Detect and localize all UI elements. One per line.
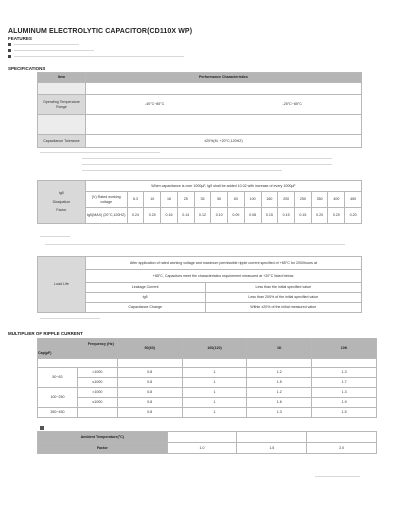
frequency-label: Frequency (Hz) [87,342,114,346]
dissipation-table [37,180,362,224]
dissipation-note: When capacitance is over 1000µF, tgδ shall be added 10.02 with increase of every 1000µF [85,181,361,192]
load-life-value: Less than the initial specified value [205,283,362,293]
ripple-cell: 1 [182,378,247,388]
spec-row-value [85,115,361,135]
ripple-cell: 0.8 [117,368,182,378]
voltage-cell: 6.3 [127,192,144,208]
voltage-cell: 10 [144,192,161,208]
freq-header: 1K [247,339,312,359]
feature-line [14,50,94,51]
load-life-value: Less than 200% of the initial specified value [205,293,362,303]
spec-row-value [85,83,361,95]
ripple-cell: 0.8 [117,408,182,418]
ripple-cell: 0.8 [117,398,182,408]
page-title: ALUMINUM ELECTROLYTIC CAPACITOR(CD110X WP) [8,28,193,35]
capacitance-tolerance-value: ±20%(M, +20°C,120HZ) [85,135,361,148]
ripple-cap [77,408,117,418]
load-life-table [37,256,362,313]
ripple-cell: 1 [182,398,247,408]
factor-cell: 2.0 [307,443,377,454]
factor-cell: 1.5 [237,443,307,454]
cap-label: Cap(µF) [38,350,52,355]
dissipation-label: Factor [56,208,67,213]
features-heading: FEATURES [8,36,32,41]
tg-cell: 0.14 [177,208,194,224]
tg-cell: 0.20 [328,208,345,224]
ripple-voltage: 350~450 [38,408,78,418]
ripple-cell: 1.5 [312,408,377,418]
ripple-voltage: 50~63 [38,368,78,388]
load-life-text: +85°C, Capacitors meet the characteristics requirement measured at +20°C listed below: [85,270,361,283]
ripple-cell: 1.3 [312,368,377,378]
tg-cell: 0.15 [278,208,295,224]
tg-cell: 0.12 [194,208,211,224]
feature-bullet [8,55,11,58]
voltage-cell: 200 [278,192,295,208]
tg-cell: 0.20 [345,208,362,224]
operating-temperature-value: -25°C~85°C [282,102,302,107]
voltage-label: (V) Rated working voltage [85,192,127,208]
load-life-item: Leakage Current [85,283,205,293]
specifications-heading: SPECIFICATIONS [8,66,46,71]
load-life-text: After application of rated working voltage and maximum permissible ripple current specified of +85°C for 2000hours at [85,257,361,270]
ripple-cell: 1.7 [312,378,377,388]
ripple-cell: 1 [182,388,247,398]
ripple-corner-header [38,339,118,359]
voltage-cell: 400 [328,192,345,208]
voltage-cell: 160 [261,192,278,208]
ripple-cell: 1.9 [312,398,377,408]
voltage-cell: 250 [295,192,312,208]
tg-label: tgδ(MAX) (20°C,120HZ) [85,208,127,224]
tg-cell: 0.16 [161,208,178,224]
voltage-cell: 450 [345,192,362,208]
load-life-item: Capacitance Change [85,303,205,313]
tg-cell: 0.20 [311,208,328,224]
spec-header-performance: Performance Characteristics [85,73,361,83]
tg-cell: 0.15 [261,208,278,224]
spec-row-label [38,83,86,95]
ripple-cell: 0.8 [117,378,182,388]
ripple-cap: >1000 [77,368,117,378]
ripple-table [37,338,377,418]
ambient-temperature-header: Ambient Temperature(°C) [38,432,168,443]
spec-table [37,72,362,148]
feature-line [14,44,79,45]
ripple-cap: ≤1000 [77,378,117,388]
tg-cell: 0.24 [127,208,144,224]
ripple-voltage: 100~250 [38,388,78,408]
voltage-cell: 16 [161,192,178,208]
dissipation-label: tgδ [58,191,64,196]
ripple-cell: 1 [182,368,247,378]
operating-temperature-label: Operating Temperature Range [38,95,86,115]
factor-table [37,431,377,454]
ripple-cell: 1.3 [247,408,312,418]
footer-mark [315,476,360,477]
ripple-cell: 1.5 [247,378,312,388]
tg-cell: 0.20 [144,208,161,224]
tg-cell: 0.15 [295,208,312,224]
feature-line [14,56,184,57]
voltage-cell: 50 [211,192,228,208]
spec-header-item: Item [38,73,86,83]
capacitance-tolerance-label: Capacitance Tolerance [38,135,86,148]
ripple-cell: 1.2 [247,388,312,398]
voltage-cell: 100 [244,192,261,208]
feature-bullet [8,49,11,52]
ripple-heading: MULTIPLIER OF RIPPLE CURRENT [8,331,83,336]
ripple-cap: ≤1000 [77,398,117,408]
tg-cell: 0.09 [228,208,245,224]
tg-cell: 0.10 [211,208,228,224]
spec-row-label [38,115,86,135]
feature-bullet [8,43,11,46]
ripple-cap: >1000 [77,388,117,398]
freq-header: 100(120) [182,339,247,359]
freq-header: 10K [312,339,377,359]
dissipation-label: Dissipation [52,199,71,204]
ripple-cell: 1.6 [247,398,312,408]
voltage-cell: 35 [194,192,211,208]
tg-cell: 0.08 [244,208,261,224]
load-life-label: Load Life [38,257,86,313]
ripple-cell: 1.3 [312,388,377,398]
load-life-item: tgδ [85,293,205,303]
freq-header: 50(60) [117,339,182,359]
factor-header: Factor [38,443,168,454]
voltage-cell: 63 [228,192,245,208]
ripple-cell: 1 [182,408,247,418]
ripple-cell: 1.2 [247,368,312,378]
marker [40,426,44,430]
load-life-value: Within ±20% of the initial measured value [205,303,362,313]
operating-temperature-value: -40°C~85°C [144,102,165,107]
voltage-cell: 25 [177,192,194,208]
voltage-cell: 350 [311,192,328,208]
factor-cell: 1.0 [167,443,237,454]
ripple-cell: 0.8 [117,388,182,398]
